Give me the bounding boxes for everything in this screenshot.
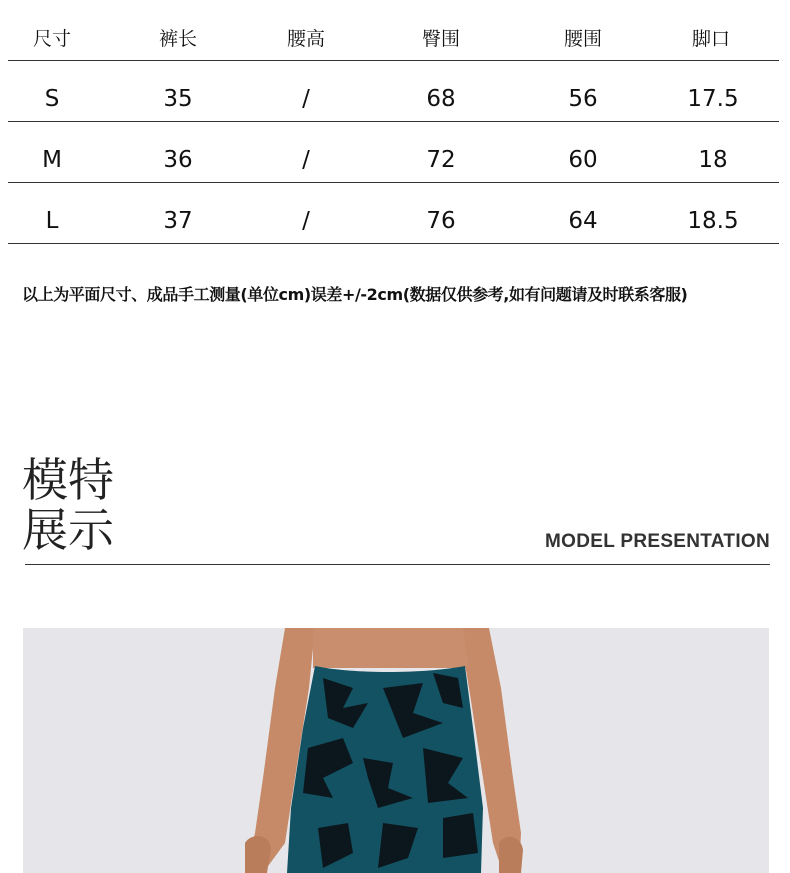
header-waist: 腰围 xyxy=(563,28,603,50)
table-cell: 56 xyxy=(568,86,598,112)
model-photo xyxy=(23,628,769,873)
table-cell: 37 xyxy=(163,208,193,234)
table-cell: M xyxy=(42,147,62,173)
table-cell: 17.5 xyxy=(687,86,739,112)
table-cell: S xyxy=(44,86,60,112)
table-cell: 64 xyxy=(568,208,598,234)
header-leg-opening: 脚口 xyxy=(691,28,731,50)
table-cell: 18 xyxy=(698,147,728,173)
model-illustration xyxy=(23,628,769,873)
right-hand xyxy=(499,837,523,873)
table-row xyxy=(8,122,779,183)
table-row xyxy=(8,183,779,244)
table-header-row xyxy=(8,0,779,61)
header-hip: 臀围 xyxy=(421,28,461,50)
size-table xyxy=(8,0,779,244)
header-pants-length: 裤长 xyxy=(158,28,198,50)
table-cell: 68 xyxy=(426,86,456,112)
section-title-line2: 展示 xyxy=(22,503,114,557)
table-cell: 76 xyxy=(426,208,456,234)
table-cell: / xyxy=(302,86,310,112)
section-subtitle: MODEL PRESENTATION xyxy=(545,531,770,552)
table-cell: 36 xyxy=(163,147,193,173)
table-cell: / xyxy=(302,147,310,173)
section-divider xyxy=(25,564,770,565)
section-title xyxy=(22,455,114,555)
torso xyxy=(313,628,469,668)
header-size: 尺寸 xyxy=(32,28,72,50)
table-cell: 18.5 xyxy=(687,208,739,234)
header-waist-height: 腰高 xyxy=(286,28,326,50)
table-cell: / xyxy=(302,208,310,234)
table-cell: 60 xyxy=(568,147,598,173)
table-cell: 72 xyxy=(426,147,456,173)
measurement-note: 以上为平面尺寸、成品手工测量(单位cm)误差+/-2cm(数据仅供参考,如有问题请及时联系客服) xyxy=(22,285,688,304)
table-row xyxy=(8,61,779,122)
section-title-line1: 模特 xyxy=(22,453,114,507)
table-cell: 35 xyxy=(163,86,193,112)
tie-dye-pattern xyxy=(303,673,478,868)
table-cell: L xyxy=(45,208,59,234)
left-hand xyxy=(245,836,271,873)
